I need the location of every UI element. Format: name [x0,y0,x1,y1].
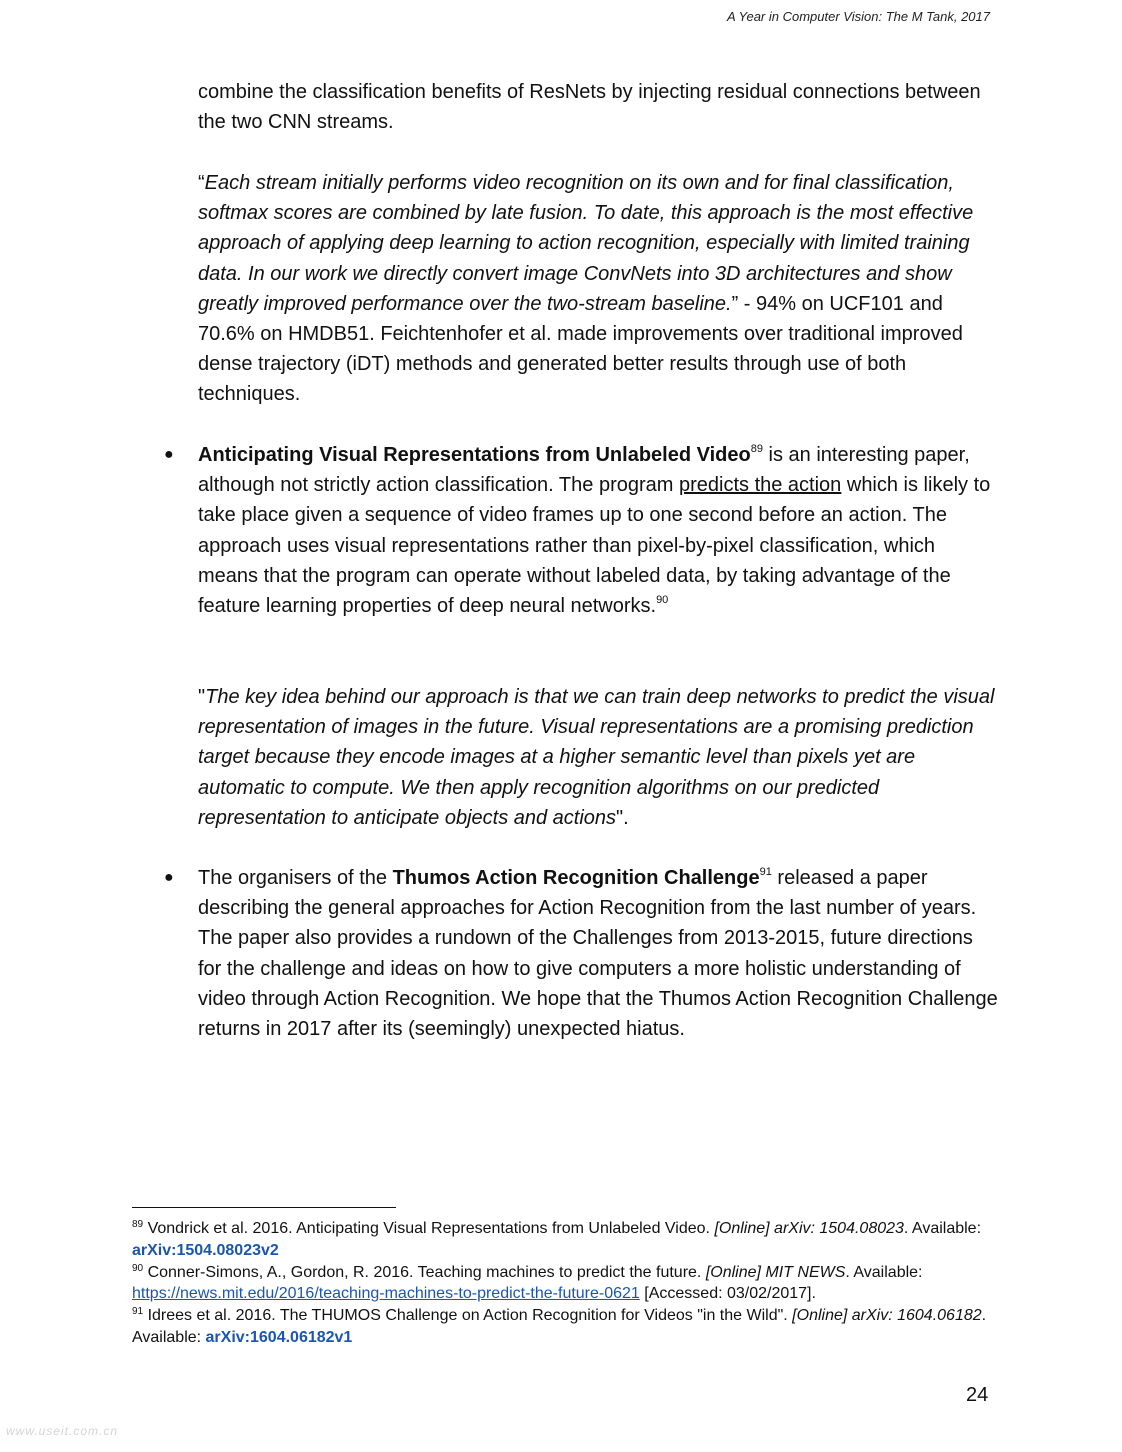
footnote-divider [132,1207,396,1208]
bullet-text-continued: released a paper describing the general approaches for Action Recognition from the last number of years. The paper also provides a rundown of the Challenges from 2013-2015, future directions for the challenge and ideas on how to give computers a more holistic understanding of video through Action Recognition. We hope that the Thumos Action Recognition Challenge returns in 2017 after its (seemingly) unexpected hiatus. [198,867,998,1041]
footnote-available: . Available: [845,1263,923,1281]
quote-paragraph-2 [198,682,998,833]
bullet-text: is an interesting paper, although not strictly action classification. The program [198,444,970,497]
quote-followup-text: - 94% on UCF101 and 70.6% on HMDB51. Feichtenhofer et al. made improvements over traditional improved dense trajectory (iDT) methods and generated better results through use of both techniques. [198,292,963,406]
arxiv-link[interactable]: arXiv:1504.08023v2 [132,1241,279,1259]
footnote-number: 91 [132,1306,144,1318]
quote-text: The key idea behind our approach is that we can train deep networks to predict the visual representation of images in the future. Visual representations are a promising prediction target because they encode images at a higher semantic level than pixels yet are automatic to compute. We then apply recognition algorithms on our predicted representation to anticipate objects and actions [198,686,995,829]
quote-text: Each stream initially performs video recognition on its own and for final classification, softmax scores are combined by late fusion. To date, this approach is the most effective approach of applying deep learning to action recognition, especially with limited training data. In our work we directly convert image ConvNets into 3D architectures and show greatly improved performance over the two-stream baseline. [198,172,974,315]
footnote-text: Vondrick et al. 2016. Anticipating Visual Representations from Unlabeled Video. [143,1220,715,1237]
running-header: A Year in Computer Vision: The M Tank, 2017 [726,9,990,24]
footnote-accessed: [Accessed: 03/02/2017]. [639,1285,816,1303]
footnote-ref-90[interactable]: 90 [656,594,669,607]
footnotes [132,1218,992,1349]
close-quote-mark: ” [731,292,739,315]
bullet-item-anticipating [198,440,998,621]
footnote-available: . Available: [132,1307,987,1346]
footnote-number: 89 [132,1219,144,1230]
arxiv-link[interactable]: arXiv:1604.06182v1 [205,1328,353,1346]
footnote-ref-91[interactable]: 91 [759,866,772,878]
bold-title: Thumos Action Recognition Challenge [392,867,760,889]
footnote-source: [Online] arXiv: 1604.06182 [792,1307,982,1325]
footnote-source: [Online] arXiv: 1504.08023 [714,1220,904,1237]
footnote-91 [132,1305,992,1349]
bullet-text-continued: which is likely to take place given a sequence of video frames up to one second before an action. The approach uses visual representations rather than pixel-by-pixel classification, which means that the program can operate without labeled data, by taking advantage of the feature learning properties of deep neural networks. [198,474,991,618]
bullet-item-thumos [198,863,998,1044]
close-quote-mark: ". [616,806,629,829]
predicts-the-action-link[interactable]: predicts the action [678,474,842,497]
bullet-icon: ● [164,869,174,886]
footnote-90 [132,1262,992,1306]
open-quote-mark: “ [198,172,205,194]
continuation-paragraph [198,77,998,137]
paragraph-text: combine the classification benefits of ResNets by injecting residual connections between the two CNN streams. [198,81,981,134]
bullet-text: The organisers of the [198,867,393,889]
bold-title: Anticipating Visual Representations from Unlabeled Video [198,444,751,466]
footnote-number: 90 [132,1262,144,1274]
bullet-icon: ● [164,446,174,463]
quote-paragraph-1 [198,168,998,410]
open-quote-mark: " [198,686,206,708]
footnote-available: . Available: [903,1220,982,1237]
page-number: 24 [966,1384,989,1406]
footnote-text: Conner-Simons, A., Gordon, R. 2016. Teaching machines to predict the future. [143,1263,706,1281]
footnote-text: Idrees et al. 2016. The THUMOS Challenge on Action Recognition for Videos "in the Wild". [143,1307,793,1325]
mit-news-link[interactable]: https://news.mit.edu/2016/teaching-machines-to-predict-the-future-0621 [132,1285,640,1303]
footnote-ref-89[interactable]: 89 [750,443,763,455]
footnote-source: [Online] MIT NEWS [705,1263,846,1281]
watermark: www.useit.com.cn [6,1424,119,1438]
footnote-89 [132,1218,992,1262]
